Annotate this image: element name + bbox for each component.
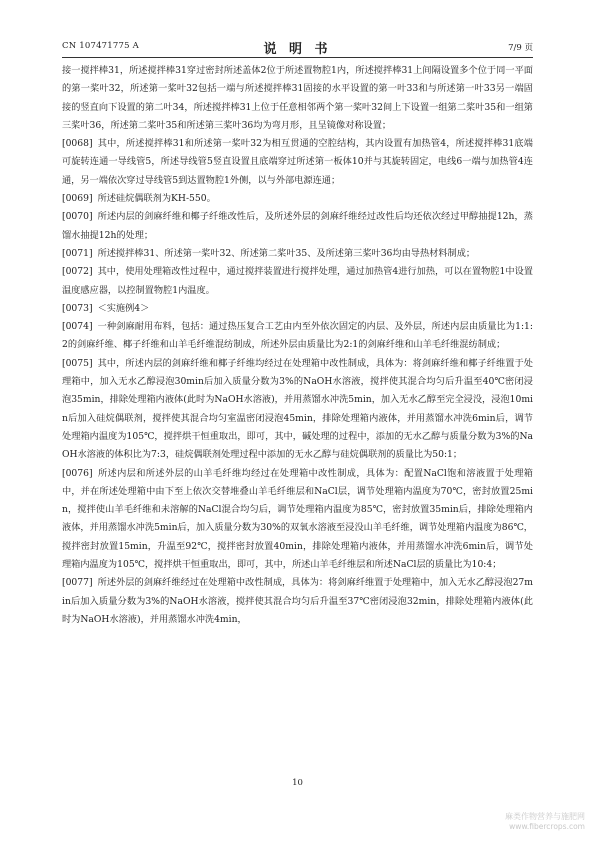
paragraph-text: 所述硅烷偶联剂为KH-550。 <box>97 193 216 205</box>
paragraph <box>62 62 533 135</box>
patent-number: CN 107471775 A <box>62 41 139 51</box>
paragraph-number: [0073] <box>62 302 93 314</box>
paragraph <box>62 355 533 465</box>
watermark-site-name: 麻类作物营养与施肥网 <box>505 812 585 821</box>
page-reference: 7/9 页 <box>508 43 533 53</box>
site-watermark <box>505 812 585 832</box>
paragraph <box>62 245 533 263</box>
paragraph-number: [0068] <box>62 138 93 150</box>
paragraph-text: 所述内层和所述外层的山羊毛纤维均经过在处理箱中改性制成，具体为：配置NaCl饱和溶液置于处理箱中，并在所述处理箱中由下至上依次交替堆叠山羊毛纤维层和NaCl层，调节处理箱内温度为70℃，密封放置25min，搅拌使山羊毛纤维和未溶解的NaCl混合均匀后，调节处理箱内温度为85℃，密封放置35min后，排除处理箱内液体，并用蒸馏水冲洗5min后，加入质量分数为30%的双氧水溶液至浸没山羊毛纤维，调节处理箱内温度为86℃，搅拌密封放置15min，升温至92℃，搅拌密封放置40min，排除处理箱内液体，并用蒸馏水冲洗6min后，调节处理箱内温度为105℃，搅拌烘干恒重取出，即可，其中，所述山羊毛纤维层和所述NaCl层的质量比为10:4； <box>62 467 533 571</box>
paragraph-number: [0077] <box>62 577 93 589</box>
paragraph-number: [0075] <box>62 357 93 369</box>
paragraph-text: 其中，所述搅拌棒31和所述第一桨叶32为相互贯通的空腔结构，其内设置有加热管4，所述搅拌棒31底端可旋转连通一导线管5，所述导线管5竖直设置且底端穿过所述第一板体10并与其旋转固定，电线6一端与加热管4连通，另一端依次穿过导线管5到达置物腔1外侧，以与外部电源连通； <box>62 138 533 186</box>
paragraph-number: [0071] <box>62 247 93 259</box>
paragraph-text: 所述内层的剑麻纤维和椰子纤维改性后，及所述外层的剑麻纤维经过改性后均还依次经过甲醇抽提12h，蒸馏水抽提12h的处理； <box>62 211 533 241</box>
paragraph-text: 所述搅拌棒31、所述第一桨叶32、所述第二桨叶35、及所述第三桨叶36均由导热材料制成； <box>97 247 476 259</box>
paragraph-number: [0076] <box>62 467 93 479</box>
paragraph-number: [0074] <box>62 321 93 333</box>
paragraph-text: 接一搅拌棒31，所述搅拌棒31穿过密封所述盖体2位于所述置物腔1内，所述搅拌棒31上间隔设置多个位于同一平面的第一桨叶32，所述第一桨叶32包括一端与所述搅拌棒31固接的水平设置的第一叶33和与所述第一叶33另一端固接的竖直向下设置的第二叶34，所述搅拌棒31上位于任意相邻两个第一桨叶32间上下设置一组第二桨叶35和一组第三桨叶36，所述第二桨叶35和所述第三桨叶36均为弯月形，且呈镜像对称设置； <box>62 65 533 131</box>
paragraph <box>62 574 533 629</box>
embodiment-heading: ＜实施例4＞ <box>97 302 150 314</box>
paragraph <box>62 263 533 300</box>
paragraph-number: [0072] <box>62 266 93 278</box>
page-header <box>62 38 533 57</box>
paragraph <box>62 208 533 245</box>
paragraph <box>62 135 533 190</box>
document-title: 说 明 书 <box>263 42 332 57</box>
paragraph-text: 其中，使用处理箱改性过程中，通过搅拌装置进行搅拌处理，通过加热管4进行加热，可以在置物腔1中设置温度感应器，以控制置物腔1内温度。 <box>62 266 533 296</box>
paragraph-number: [0069] <box>62 193 93 205</box>
page-number: 10 <box>292 778 303 788</box>
paragraph <box>62 465 533 575</box>
paragraph-text: 其中，所述内层的剑麻纤维和椰子纤维均经过在处理箱中改性制成，具体为：将剑麻纤维和椰子纤维置于处理箱中，加入无水乙醇浸泡30min后加入质量分数为3%的NaOH水溶液，搅拌使其混合均匀后升温至40℃密闭浸泡35min，排除处理箱内液体(此时为NaOH水溶液)，并用蒸馏水冲洗5min，加入无水乙醇至完全浸没，浸泡10min后加入硅烷偶联剂，搅拌使其混合均匀室温密闭浸泡45min，排除处理箱内液体，并用蒸馏水冲洗6min后，调节处理箱内温度为105℃，搅拌烘干恒重取出，即可，其中，碱处理的过程中，添加的无水乙醇与质量分数为3%的NaOH水溶液的体积比为7:3，硅烷偶联剂处理过程中添加的无水乙醇与硅烷偶联剂的质量比为50:1； <box>62 357 533 461</box>
document-body <box>62 62 533 629</box>
header-divider <box>62 57 533 58</box>
paragraph-text: 所述外层的剑麻纤维经过在处理箱中改性制成，具体为：将剑麻纤维置于处理箱中，加入无水乙醇浸泡27min后加入质量分数为3%的NaOH水溶液，搅拌使其混合均匀后升温至37℃密闭浸泡32min，排除处理箱内液体(此时为NaOH水溶液)，并用蒸馏水冲洗4min， <box>62 577 533 625</box>
watermark-url: www.fibercrops.com <box>509 822 585 831</box>
paragraph-text: 一种剑麻耐用布料，包括：通过热压复合工艺由内至外依次固定的内层、及外层，所述内层由质量比为1:1:2的剑麻纤维、椰子纤维和山羊毛纤维混纺制成，所述外层由质量比为2:1的剑麻纤维和山羊毛纤维混纺制成； <box>62 321 533 351</box>
paragraph <box>62 300 533 318</box>
paragraph-number: [0070] <box>62 211 93 223</box>
paragraph <box>62 190 533 208</box>
paragraph <box>62 318 533 355</box>
